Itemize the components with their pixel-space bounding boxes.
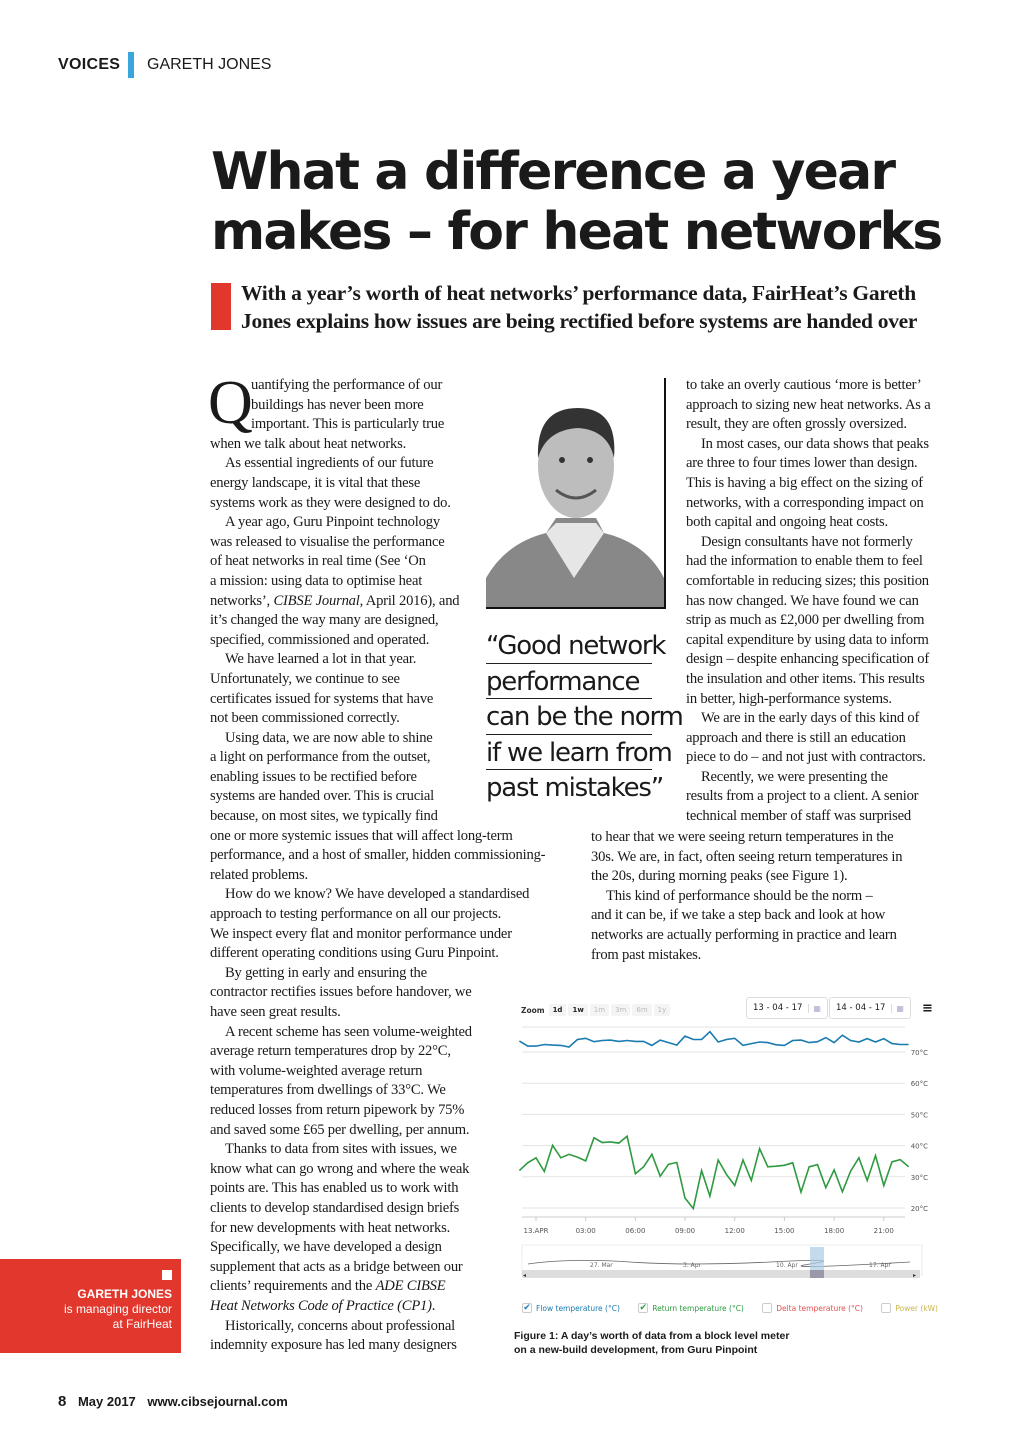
pull-quote-line: if we learn from — [486, 735, 652, 771]
zoom-1w-button[interactable]: 1w — [568, 1004, 587, 1016]
standfirst — [241, 279, 917, 335]
text-segment: certificates issued for systems that have — [210, 690, 434, 707]
text-segment: for new developments with heat networks. — [210, 1219, 451, 1236]
text-segment: results from a project to a client. A senior — [686, 788, 919, 805]
text-segment: important. This is particularly true — [251, 416, 445, 433]
text-line — [686, 454, 931, 474]
header-author: GARETH JONES — [147, 56, 272, 73]
checkbox-checked-icon[interactable]: ✔ — [639, 1303, 647, 1313]
text-segment: technical member of staff was surprised — [686, 808, 911, 825]
legend-label: Flow temperature (°C) — [536, 1303, 620, 1313]
text-segment: one or more systemic issues that will affect long-term — [210, 827, 513, 844]
text-segment: We have learned a lot in that year. — [225, 651, 417, 668]
text-line — [210, 1336, 545, 1356]
caption-line: on a new-build development, from Guru Pinpoint — [514, 1344, 758, 1356]
navigator-selection — [810, 1247, 824, 1272]
text-segment: supplement that acts as a bridge between our — [210, 1258, 463, 1275]
text-segment: 30s. We are, in fact, often seeing return temperatures in — [591, 848, 903, 865]
text-line — [210, 1121, 545, 1141]
y-tick-label: 20°C — [910, 1205, 928, 1213]
section-divider — [128, 52, 134, 78]
legend-item[interactable] — [762, 1303, 863, 1313]
text-line — [686, 611, 931, 631]
text-segment: are three to four times lower than design. — [686, 455, 918, 472]
issue-date: May 2017 — [77, 1394, 136, 1409]
author-photo — [486, 378, 666, 609]
text-line — [210, 866, 545, 886]
text-line — [210, 925, 545, 945]
text-segment: comfortable in reducing sizes; this position — [686, 572, 929, 589]
checkbox-unchecked-icon[interactable] — [762, 1303, 772, 1313]
calendar-icon[interactable]: ▦ — [891, 1004, 904, 1013]
x-tick-label: 06:00 — [625, 1227, 646, 1235]
y-tick-label: 60°C — [910, 1080, 928, 1089]
text-line — [686, 768, 931, 788]
zoom-label: Zoom — [521, 1005, 545, 1015]
text-segment: in better, high-performance systems. — [686, 690, 892, 707]
text-segment: networks’, — [210, 592, 274, 609]
text-line — [210, 1219, 545, 1239]
page-number: 8 — [58, 1393, 67, 1410]
pull-quote-line: can be the norm — [486, 699, 652, 735]
website-link[interactable]: www.cibsejournal.com — [147, 1394, 288, 1409]
text-line — [686, 650, 931, 670]
text-segment: temperatures from dwellings of 33°C. We — [210, 1082, 446, 1099]
section-label: VOICES — [58, 56, 121, 73]
text-segment: related problems. — [210, 866, 308, 883]
text-line — [686, 787, 931, 807]
text-line — [210, 846, 545, 866]
text-segment: Specifically, we have developed a design — [210, 1239, 442, 1256]
text-segment: it’s changed the way many are designed, — [210, 612, 439, 629]
navigator-date-label: 3. Apr — [683, 1262, 702, 1269]
menu-icon[interactable]: ≡ — [922, 1001, 933, 1016]
drop-cap: Q — [208, 369, 253, 437]
legend-item[interactable] — [638, 1303, 744, 1313]
text-segment: uantifying the performance of our — [251, 377, 443, 393]
text-segment: not been commissioned correctly. — [210, 710, 400, 727]
text-line — [686, 572, 931, 592]
text-line — [210, 1160, 545, 1180]
text-line — [686, 513, 931, 533]
checkbox-checked-icon[interactable]: ✔ — [523, 1303, 531, 1313]
scrollbar-thumb — [810, 1270, 824, 1278]
date-to-value: 14 - 04 - 17 — [836, 1003, 886, 1013]
text-line — [210, 905, 545, 925]
text-line — [210, 1140, 545, 1160]
scroll-left-icon: ◂ — [523, 1272, 527, 1279]
text-segment: reduced losses from return pipework by 75% — [210, 1101, 465, 1118]
text-segment: networks are actually performing in practice and learn — [591, 926, 897, 943]
text-line — [591, 926, 902, 946]
text-segment: has now changed. We have found we can — [686, 592, 919, 609]
legend-item[interactable] — [881, 1303, 938, 1313]
zoom-1y-button[interactable]: 1y — [654, 1004, 671, 1016]
text-segment: By getting in early and ensuring the — [225, 964, 427, 981]
zoom-1d-button[interactable]: 1d — [549, 1004, 567, 1016]
text-segment: How do we know? We have developed a standardised — [225, 886, 530, 903]
text-segment: average return temperatures drop by 22°C, — [210, 1043, 451, 1060]
text-line — [686, 709, 931, 729]
text-segment: to take an overly cautious ‘more is better’ — [686, 377, 922, 393]
text-segment: when we talk about heat networks. — [210, 435, 407, 452]
text-line — [591, 946, 902, 966]
x-tick-label: 18:00 — [823, 1227, 845, 1235]
pull-quote — [486, 628, 683, 806]
text-segment: was released to visualise the performance — [210, 533, 445, 550]
text-segment: capital expenditure by using data to inform — [686, 631, 929, 648]
text-segment: systems are handed over. This is crucial — [210, 788, 434, 805]
y-tick-label: 30°C — [910, 1173, 928, 1182]
text-segment: A recent scheme has seen volume-weighted — [225, 1023, 472, 1040]
text-segment: contractor rectifies issues before handover, we — [210, 984, 472, 1001]
text-segment: a mission: using data to optimise heat — [210, 572, 423, 589]
x-tick-label: 13.APR — [523, 1227, 549, 1235]
text-segment: had the information to enable them to feel — [686, 553, 923, 570]
text-line — [210, 1081, 545, 1101]
text-segment: We inspect every flat and monitor performance under — [210, 925, 512, 942]
text-line — [591, 848, 902, 868]
navigator-date-label: 17. Apr — [869, 1262, 891, 1269]
x-tick-label: 15:00 — [774, 1227, 795, 1235]
chart-legend — [510, 1303, 950, 1313]
standfirst-line: Jones explains how issues are being rectified before systems are handed over — [241, 309, 918, 333]
scroll-right-icon: ▸ — [913, 1272, 917, 1279]
x-tick-label: 03:00 — [575, 1227, 596, 1235]
text-line — [686, 435, 931, 455]
standfirst-line: With a year’s worth of heat networks’ performance data, FairHeat’s Gareth — [241, 281, 916, 305]
text-segment: have seen great results. — [210, 1004, 341, 1020]
checkbox-unchecked-icon[interactable] — [881, 1303, 891, 1313]
legend-label: Return temperature (°C) — [652, 1303, 744, 1313]
figure-chart — [510, 990, 950, 1320]
legend-item[interactable] — [522, 1303, 620, 1313]
pull-quote-line: “Good network — [486, 628, 652, 664]
figure-caption — [514, 1329, 789, 1357]
text-segment: buildings has never been more — [251, 396, 424, 413]
text-segment: the 20s, during morning peaks (see Figure 1). — [591, 868, 848, 885]
title-line: What a difference a year — [211, 142, 895, 202]
text-segment: indemnity exposure has led many designers — [210, 1337, 457, 1354]
caption-line: Figure 1: A day’s worth of data from a block level meter — [514, 1330, 790, 1342]
x-tick-label: 12:00 — [724, 1227, 745, 1235]
text-segment: approach to sizing new heat networks. As a — [686, 396, 931, 413]
text-segment: points are. This has enabled us to work with — [210, 1180, 459, 1197]
text-segment: performance, and a host of smaller, hidden commissioning- — [210, 847, 546, 864]
text-segment: As essential ingredients of our future — [225, 455, 434, 472]
text-segment: and it can be, if we take a step back and look at how — [591, 907, 886, 924]
article-title — [211, 142, 941, 262]
text-line — [686, 729, 931, 749]
chart-plot — [510, 990, 950, 1290]
text-line — [686, 631, 931, 651]
text-line — [591, 887, 902, 907]
text-segment: In most cases, our data shows that peaks — [701, 435, 929, 452]
text-line — [210, 1062, 545, 1082]
text-segment: CIBSE Journal — [273, 592, 360, 609]
text-segment: and saved some £65 per dwelling, per annum. — [210, 1121, 470, 1138]
text-segment: Unfortunately, we continue to see — [210, 670, 400, 687]
text-segment: know what can go wrong and where the weak — [210, 1160, 470, 1177]
text-line — [210, 944, 545, 964]
page-footer — [58, 1393, 288, 1410]
text-line — [210, 1042, 545, 1062]
x-tick-label: 21:00 — [873, 1227, 894, 1235]
legend-label: Power (kW) — [895, 1303, 938, 1313]
text-segment: both capital and ongoing heat costs. — [686, 514, 888, 531]
series-line-flow — [519, 1032, 908, 1047]
body-column-right — [686, 376, 931, 827]
text-segment: , April 2016), and — [359, 592, 460, 609]
text-line — [686, 670, 931, 690]
text-segment: from past mistakes. — [591, 946, 702, 963]
y-tick-label: 50°C — [910, 1111, 928, 1120]
text-segment: different operating conditions using Guru Pinpoint. — [210, 945, 499, 962]
y-tick-label: 40°C — [910, 1142, 928, 1151]
text-segment: networks, with a corresponding impact on — [686, 494, 924, 511]
x-tick-label: 09:00 — [674, 1227, 696, 1235]
text-line — [210, 1258, 545, 1278]
text-segment: result, they are often grossly oversized. — [686, 416, 907, 433]
bio-role: is managing director — [63, 1302, 172, 1316]
text-line — [686, 690, 931, 710]
text-line — [686, 592, 931, 612]
text-segment: Recently, we were presenting the — [701, 768, 888, 785]
text-line — [210, 1317, 545, 1337]
text-line — [210, 827, 545, 847]
bio-name: GARETH JONES — [77, 1287, 172, 1301]
text-segment: clients’ requirements and the — [210, 1278, 376, 1295]
text-segment: strip as much as £2,000 per dwelling from — [686, 612, 925, 629]
text-line — [686, 415, 931, 435]
text-line — [210, 1023, 545, 1043]
text-line — [686, 748, 931, 768]
text-segment: clients to develop standardised design briefs — [210, 1199, 460, 1216]
text-segment: piece to do – and not just with contractors. — [686, 749, 926, 766]
body-column-continuation — [591, 828, 902, 965]
text-segment: Heat Networks Code of Practice (CP1) — [210, 1297, 432, 1314]
text-line — [686, 396, 931, 416]
legend-label: Delta temperature (°C) — [776, 1303, 863, 1313]
text-segment: Historically, concerns about professional — [225, 1317, 455, 1334]
text-segment: This is having a big effect on the sizing of — [686, 474, 923, 491]
text-segment: because, on most sites, we typically find — [210, 808, 438, 825]
date-from-value: 13 - 04 - 17 — [753, 1003, 803, 1013]
text-segment: Design consultants have not formerly — [701, 533, 913, 550]
pull-quote-line: performance — [486, 664, 652, 700]
text-segment: approach to testing performance on all our projects. — [210, 906, 502, 923]
text-line — [686, 807, 931, 827]
zoom-3m-button[interactable]: 3m — [611, 1004, 630, 1016]
text-segment: to hear that we were seeing return temperatures in the — [591, 829, 894, 845]
text-line — [210, 885, 545, 905]
text-segment: the insulation and other items. This results — [686, 670, 925, 687]
text-segment: approach and there is still an education — [686, 729, 906, 746]
standfirst-bar — [211, 283, 231, 330]
text-line — [210, 964, 545, 984]
text-line — [210, 1297, 545, 1317]
title-line: makes – for heat networks — [211, 202, 942, 262]
text-segment: ADE CIBSE — [375, 1278, 446, 1295]
navigator-date-label: 27. Mar — [590, 1262, 613, 1269]
text-segment: systems work as they were designed to do. — [210, 494, 451, 511]
text-line — [210, 1199, 545, 1219]
text-segment: a light on performance from the outset, — [210, 749, 431, 766]
square-icon — [162, 1270, 172, 1280]
text-line — [686, 552, 931, 572]
bio-company: at FairHeat — [112, 1317, 172, 1331]
text-segment: Using data, we are now able to shine — [225, 729, 433, 746]
text-segment: We are in the early days of this kind of — [701, 710, 920, 727]
zoom-6m-button[interactable]: 6m — [632, 1004, 651, 1016]
text-line — [591, 906, 902, 926]
author-bio-box — [0, 1259, 181, 1353]
text-segment: of heat networks in real time (See ‘On — [210, 553, 426, 570]
calendar-icon[interactable]: ▦ — [808, 1004, 821, 1013]
text-segment: energy landscape, it is vital that these — [210, 474, 421, 491]
text-segment: A year ago, Guru Pinpoint technology — [225, 514, 440, 531]
text-segment: . — [431, 1297, 436, 1314]
text-line — [686, 376, 931, 396]
navigator-scrollbar — [522, 1270, 920, 1278]
text-line — [686, 494, 931, 514]
text-line — [591, 867, 902, 887]
text-segment: enabling issues to be rectified before — [210, 768, 417, 785]
text-line — [210, 1101, 545, 1121]
zoom-1m-button[interactable]: 1m — [590, 1004, 609, 1016]
text-line — [210, 807, 545, 827]
text-line — [591, 828, 902, 848]
navigator-date-label: 10. Apr — [776, 1262, 798, 1269]
y-tick-label: 70°C — [910, 1049, 928, 1057]
text-segment: Thanks to data from sites with issues, we — [225, 1141, 457, 1158]
text-line — [686, 533, 931, 553]
text-segment: design – despite enhancing specification of — [686, 651, 930, 668]
text-segment: specified, commissioned and operated. — [210, 631, 430, 648]
text-line — [210, 983, 545, 1003]
pull-quote-line: past mistakes” — [486, 773, 664, 803]
text-line — [210, 1003, 545, 1023]
text-segment: This kind of performance should be the norm – — [606, 887, 873, 904]
text-line — [210, 1179, 545, 1199]
series-line-return — [519, 1136, 908, 1208]
text-line — [210, 1238, 545, 1258]
text-line — [210, 1277, 545, 1297]
text-segment: with volume-weighted average return — [210, 1062, 423, 1079]
text-line — [686, 474, 931, 494]
